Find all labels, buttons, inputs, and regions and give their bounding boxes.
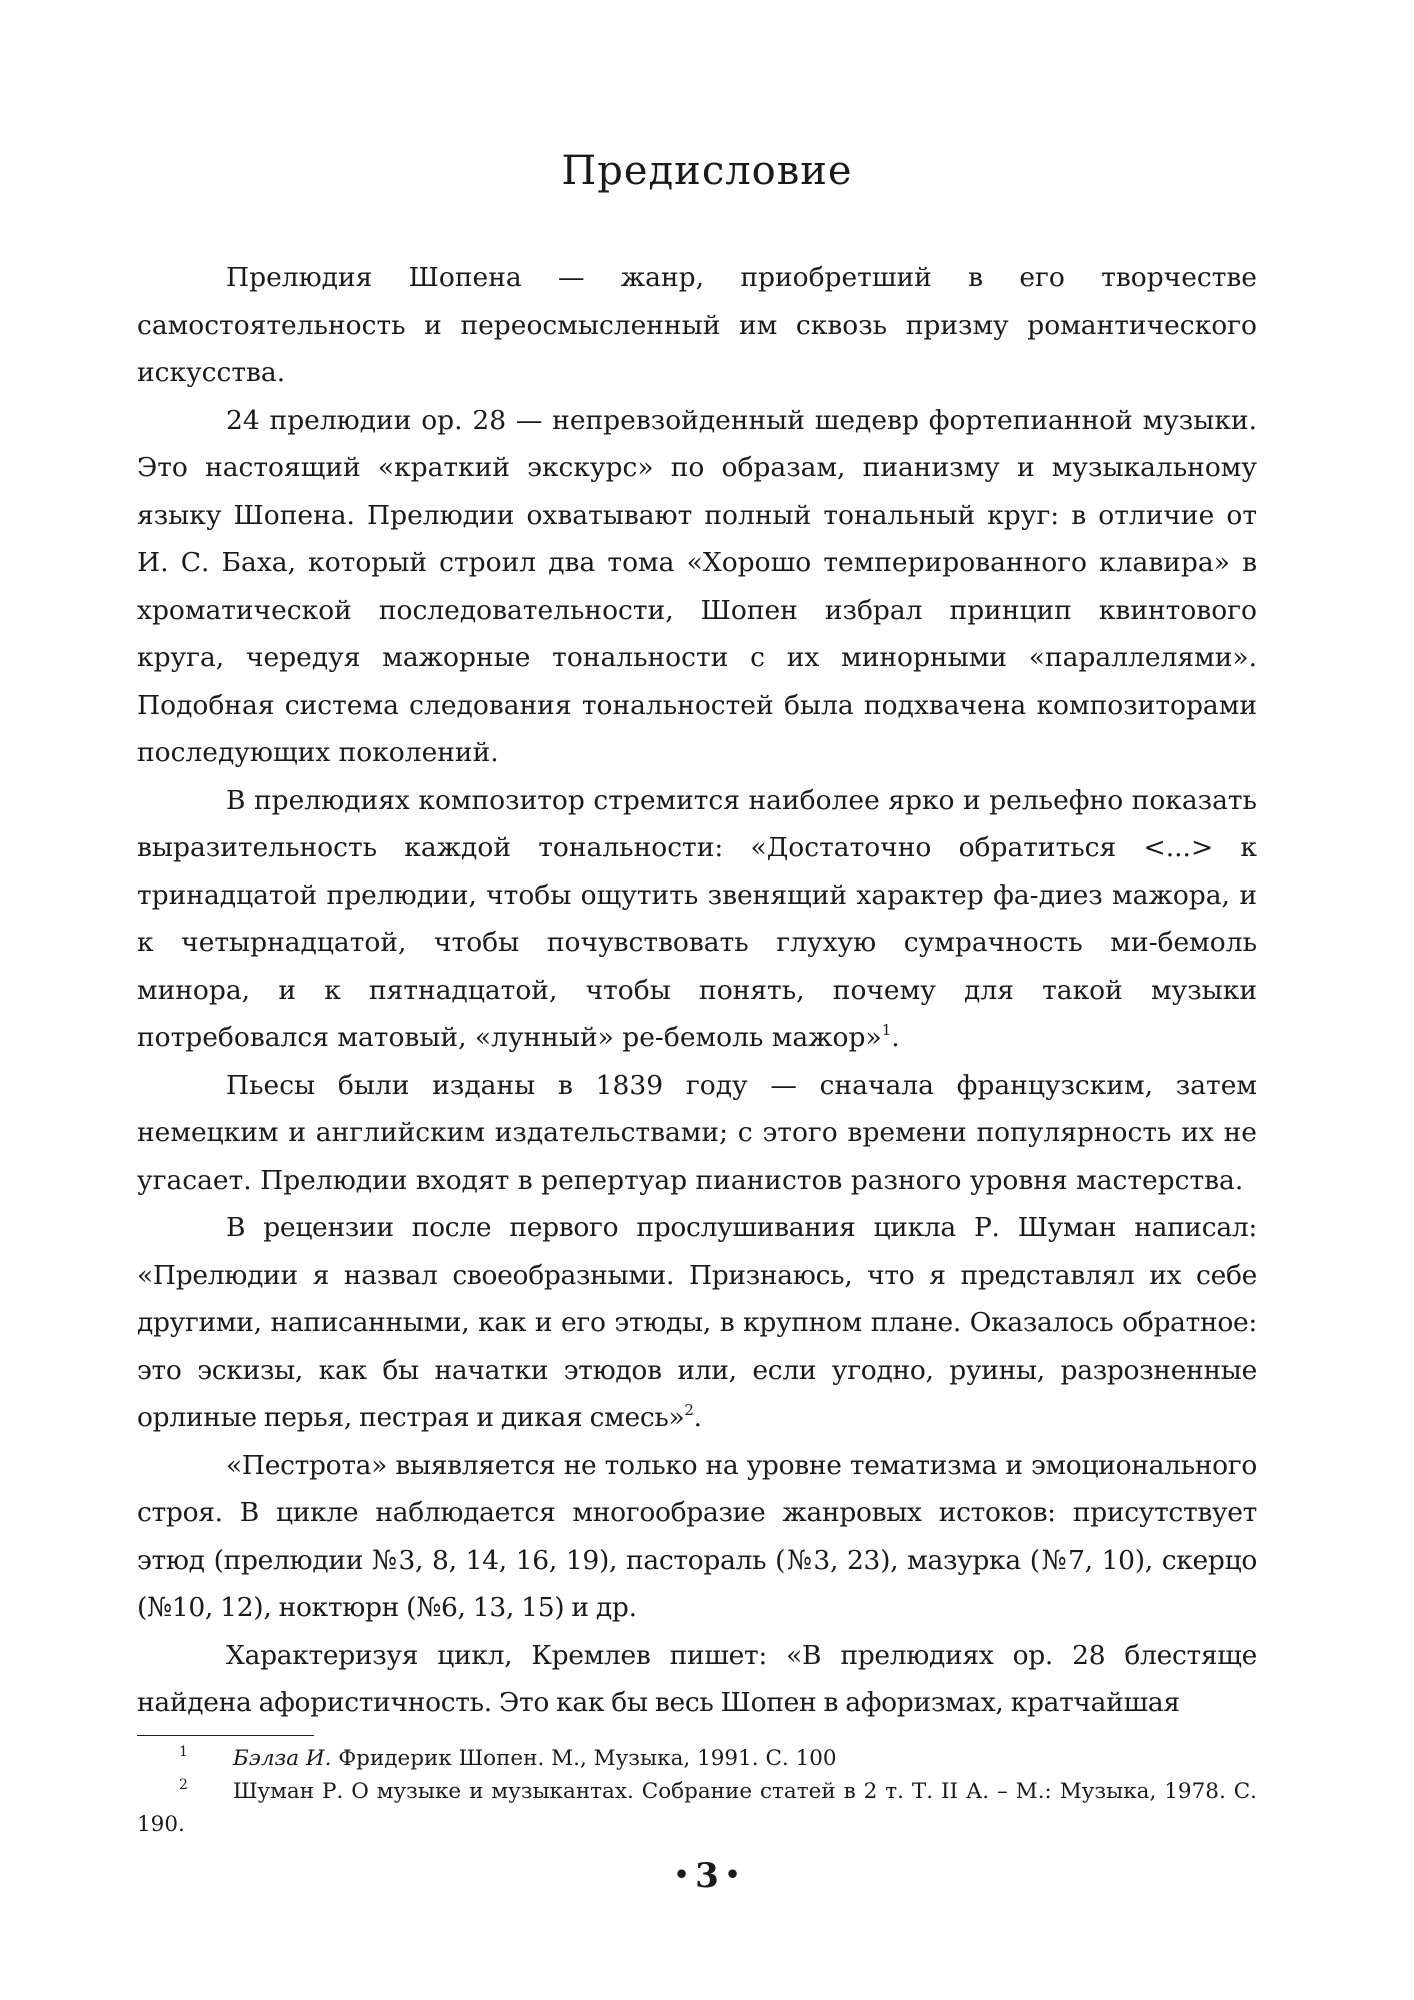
paragraph-text: 24 прелюдии ор. 28 — непревзойденный шедевр фортепианной музыки. Это настоящий «краткий экскурс» по образам, пианизму и музыкальному языку Шопена. Прелюдии охватывают полный тональный круг: в отличие от И. С. Баха, который строил два тома «Хорошо темперированного клавира» в хроматической последовательности, Шопен избрал принцип квинтового круга, чередуя мажорные тональности с их минорными «параллелями». Подобная система следования тональностей была подхвачена композиторами последующих поколений. (137, 404, 1257, 768)
paragraph-text: Характеризуя цикл, Кремлев пишет: «В прелюдиях ор. 28 блестяще найдена афористичность. Это как бы весь Шопен в афоризмах, кратчайшая (137, 1639, 1257, 1718)
footnotes (137, 1742, 1257, 1841)
page-number-value: 3 (695, 1856, 719, 1896)
footnote-number: 2 (179, 1777, 188, 1793)
paragraph (137, 254, 1257, 397)
paragraph (137, 1632, 1257, 1727)
page-number (0, 1856, 1414, 1896)
paragraph (137, 1442, 1257, 1632)
paragraph (137, 777, 1257, 1062)
footnote (137, 1775, 1257, 1841)
footnote-text: Фридерик Шопен. М., Музыка, 1991. С. 100 (331, 1746, 837, 1771)
footnote-reference: 1 (881, 1021, 892, 1039)
bullet-icon: • (673, 1860, 690, 1889)
page-title: Предисловие (561, 148, 853, 194)
paragraph-end: . (891, 1022, 900, 1053)
paragraph (137, 1062, 1257, 1205)
footnote-text: Шуман Р. О музыке и музыкантах. Собрание статей в 2 т. Т. II А. – М.: Музыка, 1978. С. 190. (137, 1779, 1257, 1837)
footnote-number: 1 (179, 1744, 188, 1760)
bullet-icon: • (724, 1860, 741, 1889)
footnote-divider (137, 1735, 314, 1736)
paragraph (137, 1204, 1257, 1442)
body-text (137, 254, 1257, 1727)
paragraph-end: . (693, 1402, 702, 1433)
paragraph-text: Пьесы были изданы в 1839 году — сначала французским, затем немецким и английским издательствами; с этого времени популярность их не угасает. Прелюдии входят в репертуар пианистов разного уровня мастерства. (137, 1069, 1257, 1196)
paragraph-text: Прелюдия Шопена — жанр, приобретший в его творчестве самостоятельность и переосмысленный им сквозь призму романтического искусства. (137, 262, 1257, 388)
paragraph-text: В рецензии после первого прослушивания цикла Р. Шуман написал: «Прелюдии я назвал своеобразными. Признаюсь, что я представлял их себе другими, написанными, как и его этюды, в крупном плане. Оказалось обратное: это эскизы, как бы начатки этюдов или, если угодно, руины, разрозненные орлиные перья, пестрая и дикая смесь» (137, 1212, 1257, 1433)
paragraph-text: «Пестрота» выявляется не только на уровне тематизма и эмоционального строя. В цикле наблюдается многообразие жанровых истоков: присутствует этюд (прелюдии №3, 8, 14, 16, 19), пастораль (№3, 23), мазурка (№7, 10), скерцо (№10, 12), ноктюрн (№6, 13, 15) и др. (137, 1449, 1257, 1623)
footnote-reference: 2 (684, 1401, 694, 1419)
footnote-author: Бэлза И. (233, 1746, 332, 1771)
paragraph-text: В прелюдиях композитор стремится наиболее ярко и рельефно показать выразительность каждой тональности: «Достаточно обратиться <...> к тринадцатой прелюдии, чтобы ощутить звенящий характер фа-диез мажора, и к четырнадцатой, чтобы почувствовать глухую сумрачность ми-бемоль минора, и к пятнадцатой, чтобы понять, почему для такой музыки потребовался матовый, «лунный» ре-бемоль мажор» (137, 784, 1257, 1053)
footnote (137, 1742, 1257, 1775)
paragraph (137, 397, 1257, 777)
